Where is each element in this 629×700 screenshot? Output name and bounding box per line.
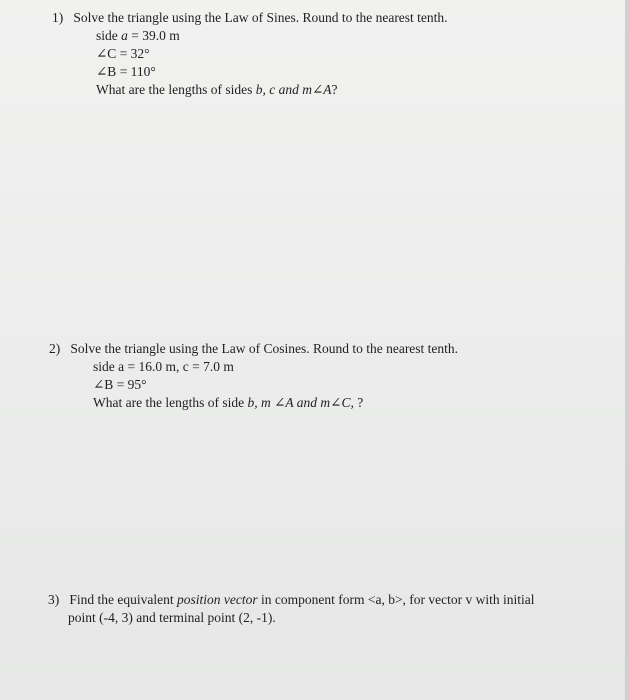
question-text: What are the lengths of side: [93, 395, 245, 410]
problem-1-angle-b: ∠B = 110°: [96, 64, 156, 79]
problem-2-angle-b: ∠B = 95°: [93, 377, 147, 392]
problem-1-heading: Solve the triangle using the Law of Sines. Round to the nearest tenth.: [73, 10, 448, 25]
side-value: = 39.0 m: [131, 28, 180, 43]
problem-1: [52, 9, 448, 99]
problem-3-text-a: Find the equivalent: [69, 592, 174, 607]
question-end: ?: [357, 395, 364, 410]
problem-3-line-2: point (-4, 3) and terminal point (2, -1).: [68, 610, 276, 625]
problem-1-number: 1): [52, 10, 64, 25]
question-text: What are the lengths of sides: [96, 82, 253, 97]
problem-1-question: [52, 81, 448, 99]
problem-2-sides: side a = 16.0 m, c = 7.0 m: [93, 359, 234, 374]
problem-1-heading-line: [52, 9, 448, 27]
problem-2-heading: Solve the triangle using the Law of Cosines. Round to the nearest tenth.: [70, 341, 459, 356]
problem-1-angle-c: ∠C = 32°: [96, 46, 150, 61]
side-prefix: side: [96, 28, 118, 43]
problem-1-side-a: [52, 27, 448, 45]
problem-3: [48, 591, 588, 627]
problem-3-number: 3): [48, 592, 60, 607]
question-end: ?: [331, 82, 338, 97]
problem-2-heading-line: [49, 340, 458, 358]
question-variables: b, c and m∠A: [255, 82, 332, 97]
problem-2: [49, 340, 458, 412]
question-variables: b, m ∠A and m∠C,: [247, 395, 354, 410]
problem-2-number: 2): [49, 341, 61, 356]
problem-3-text-b: in component form <a, b>, for vector v with initial: [260, 592, 535, 607]
problem-2-question: [49, 394, 458, 412]
side-variable: a: [121, 28, 128, 43]
problem-3-line-1: [48, 591, 588, 609]
problem-3-italic-term: position vector: [176, 592, 258, 607]
page-edge: [625, 0, 629, 700]
